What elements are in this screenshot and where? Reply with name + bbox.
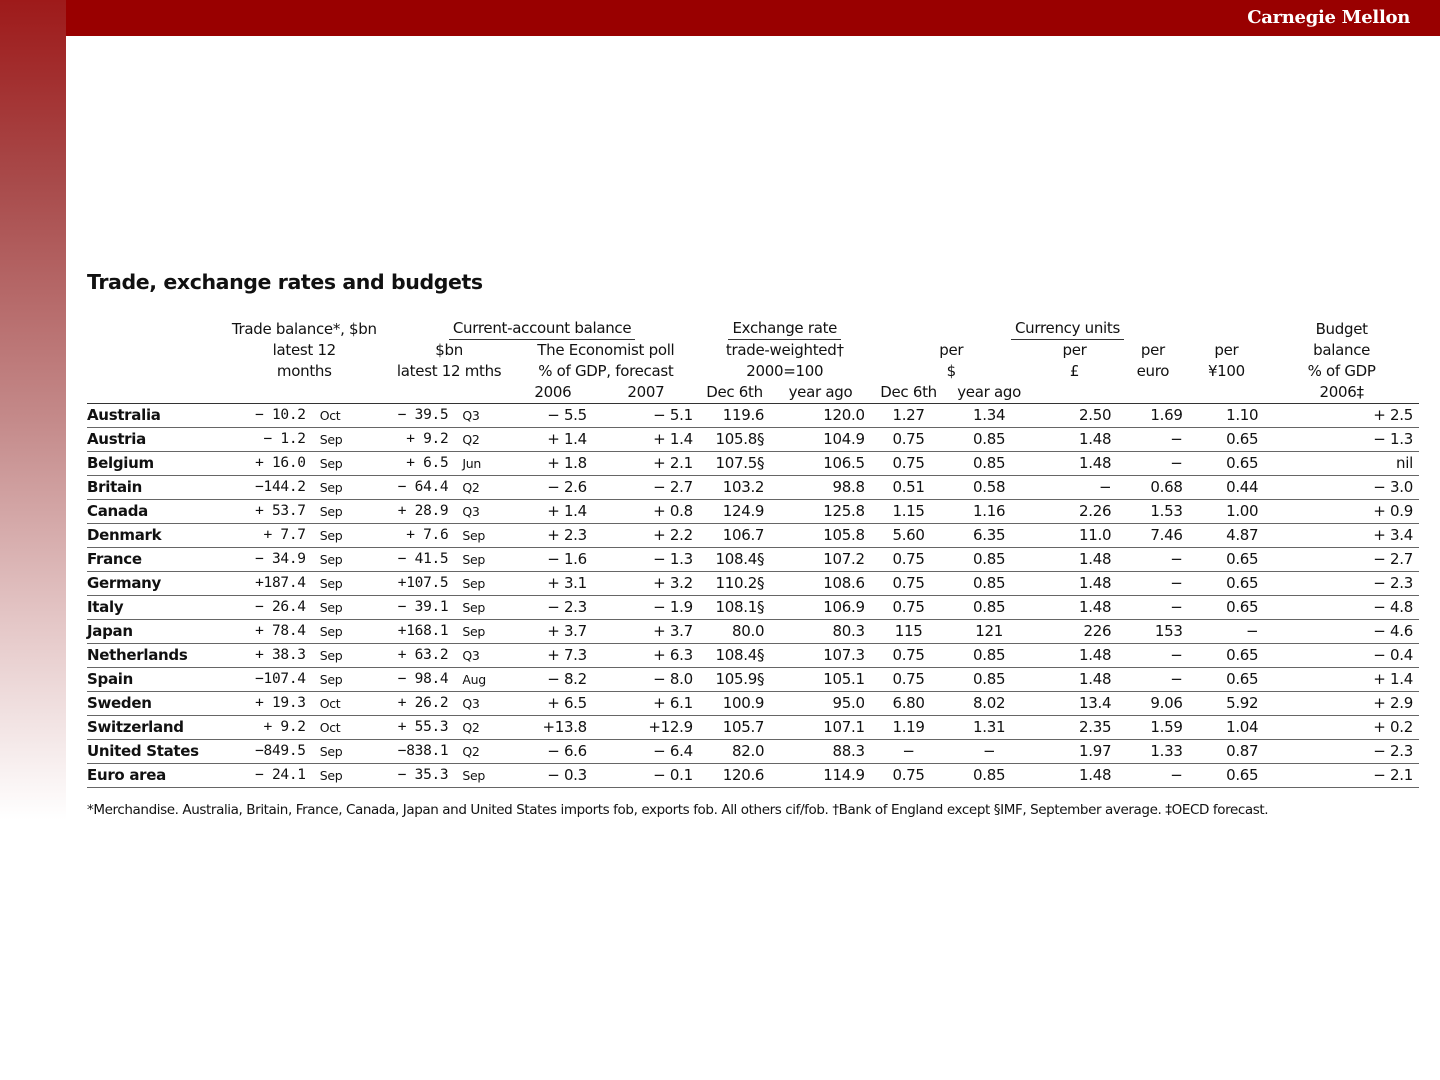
per-gbp-cell: 1.48 [1032,428,1117,452]
budget-header-line-1: Budget [1315,320,1368,338]
usd-now-cell: − [871,740,947,764]
gdp-2006-cell: − 0.3 [513,764,593,788]
table-row [87,452,1419,476]
ex-dec6-header: Dec 6th [706,383,763,401]
per-euro-cell: − [1117,764,1188,788]
budget-cell: nil [1264,452,1419,476]
usd-now-cell: 0.75 [871,644,947,668]
gdp-2007-cell: + 0.8 [593,500,699,524]
ex-rate-now-cell: 103.2 [699,476,770,500]
trade-balance-cell: + 9.2 [223,716,309,740]
per-gbp-cell: 1.48 [1032,644,1117,668]
trade-balance-cell: − 26.4 [223,596,309,620]
country-cell: Canada [87,500,223,524]
trade-balance-sub-2: months [276,362,332,380]
cab-period-cell: Sep [452,524,513,548]
per-gbp-cell: 2.50 [1032,404,1117,428]
ex-rate-now-cell: 108.1§ [699,596,770,620]
per-gbp-cell: 1.48 [1032,596,1117,620]
trade-month-cell: Sep [310,476,386,500]
gdp-2006-cell: − 8.2 [513,668,593,692]
gdp-2007-cell: + 1.4 [593,428,699,452]
gdp-2007-cell: + 3.7 [593,620,699,644]
table-row [87,596,1419,620]
gdp-2007-cell: + 6.1 [593,692,699,716]
trade-month-cell: Sep [310,572,386,596]
cab-bn-cell: − 41.5 [385,548,452,572]
usd-yearago-cell: 0.85 [946,452,1031,476]
cab-bn-cell: − 39.5 [385,404,452,428]
gdp-2006-cell: +13.8 [513,716,593,740]
per-gbp-cell: 13.4 [1032,692,1117,716]
country-cell: France [87,548,223,572]
gdp-2007-cell: +12.9 [593,716,699,740]
ex-rate-yearago-cell: 108.6 [770,572,871,596]
ex-rate-now-cell: 100.9 [699,692,770,716]
trade-month-cell: Sep [310,668,386,692]
trade-balance-cell: +187.4 [223,572,309,596]
gdp-2007-cell: − 1.9 [593,596,699,620]
gdp-2007-cell: + 3.2 [593,572,699,596]
table-row [87,716,1419,740]
cab-bn-cell: + 9.2 [385,428,452,452]
table-row [87,620,1419,644]
per-gbp-cell: 1.97 [1032,740,1117,764]
budget-cell: + 2.9 [1264,692,1419,716]
per-euro-cell: 1.53 [1117,500,1188,524]
usd-yearago-cell: 0.85 [946,644,1031,668]
cab-period-cell: Q3 [452,644,513,668]
usd-yearago-cell: 0.85 [946,428,1031,452]
usd-now-cell: 115 [871,620,947,644]
ex-rate-now-cell: 120.6 [699,764,770,788]
usd-now-cell: 0.75 [871,668,947,692]
side-gradient-bar [0,0,66,1080]
cab-period-cell: Aug [452,668,513,692]
table-row [87,476,1419,500]
cab-bn-cell: + 26.2 [385,692,452,716]
country-cell: Sweden [87,692,223,716]
usd-yearago-cell: 1.16 [946,500,1031,524]
table-row [87,428,1419,452]
cab-period-cell: Q2 [452,716,513,740]
usd-now-cell: 0.75 [871,452,947,476]
trade-month-cell: Sep [310,428,386,452]
budget-header-line-2: balance [1313,341,1371,359]
trade-balance-cell: −107.4 [223,668,309,692]
trade-balance-cell: + 78.4 [223,620,309,644]
table-row [87,404,1419,428]
country-cell: Germany [87,572,223,596]
per-euro-cell: 0.68 [1117,476,1188,500]
trade-month-cell: Sep [310,764,386,788]
cab-bn-cell: − 64.4 [385,476,452,500]
country-cell: Austria [87,428,223,452]
cu-dec6-header: Dec 6th [880,383,937,401]
ex-rate-now-cell: 107.5§ [699,452,770,476]
usd-now-cell: 1.19 [871,716,947,740]
country-cell: Australia [87,404,223,428]
gdp-2007-cell: − 0.1 [593,764,699,788]
trade-balance-cell: + 16.0 [223,452,309,476]
usd-now-cell: 0.75 [871,548,947,572]
trade-month-cell: Sep [310,524,386,548]
gbp-symbol: £ [1069,362,1080,380]
poll-header: The Economist poll [537,341,675,359]
budget-cell: + 2.5 [1264,404,1419,428]
per-yen-cell: 4.87 [1189,524,1265,548]
data-table-container [87,318,1419,788]
trade-balance-cell: + 7.7 [223,524,309,548]
usd-now-cell: 1.27 [871,404,947,428]
budget-cell: − 0.4 [1264,644,1419,668]
table-row [87,500,1419,524]
gdp-2007-cell: − 1.3 [593,548,699,572]
trade-month-cell: Sep [310,644,386,668]
usd-yearago-cell: 1.34 [946,404,1031,428]
trade-balance-sub-1: latest 12 [272,341,336,359]
budget-cell: − 4.8 [1264,596,1419,620]
per-yen-cell: 0.65 [1189,428,1265,452]
budget-cell: − 2.7 [1264,548,1419,572]
trade-balance-cell: + 53.7 [223,500,309,524]
table-row [87,644,1419,668]
trade-balance-cell: −849.5 [223,740,309,764]
trade-month-cell: Sep [310,740,386,764]
per-yen-cell: 0.65 [1189,596,1265,620]
per-yen-cell: 0.44 [1189,476,1265,500]
table-row [87,740,1419,764]
gdp-2006-cell: − 2.6 [513,476,593,500]
cab-bn-cell: + 63.2 [385,644,452,668]
country-cell: Japan [87,620,223,644]
poll-sub: % of GDP, forecast [538,362,674,380]
per-euro-cell: − [1117,668,1188,692]
ex-rate-yearago-cell: 105.1 [770,668,871,692]
ex-rate-yearago-cell: 98.8 [770,476,871,500]
per-gbp-cell: 2.35 [1032,716,1117,740]
usd-yearago-cell: 0.58 [946,476,1031,500]
ex-rate-yearago-cell: 107.3 [770,644,871,668]
per-gbp-cell: 1.48 [1032,572,1117,596]
gdp-2006-cell: − 6.6 [513,740,593,764]
usd-now-cell: 0.51 [871,476,947,500]
per-yen-cell: 0.65 [1189,572,1265,596]
table-row [87,524,1419,548]
currency-units-header [871,318,1265,340]
ex-rate-yearago-cell: 114.9 [770,764,871,788]
gdp-2007-cell: + 6.3 [593,644,699,668]
cab-bn-cell: + 6.5 [385,452,452,476]
per-gbp-header: per [1062,341,1087,359]
per-gbp-cell: − [1032,476,1117,500]
trade-balance-cell: + 38.3 [223,644,309,668]
ex-rate-now-cell: 105.9§ [699,668,770,692]
ex-rate-yearago-cell: 120.0 [770,404,871,428]
cab-period-cell: Q3 [452,404,513,428]
gdp-2006-cell: + 3.1 [513,572,593,596]
cab-period-cell: Q2 [452,740,513,764]
trade-balance-cell: − 1.2 [223,428,309,452]
per-euro-cell: − [1117,548,1188,572]
usd-symbol: $ [946,362,956,380]
trade-month-cell: Sep [310,500,386,524]
trade-balance-cell: − 34.9 [223,548,309,572]
per-gbp-cell: 11.0 [1032,524,1117,548]
per-yen-cell: − [1189,620,1265,644]
budget-cell: − 2.3 [1264,572,1419,596]
usd-yearago-cell: 0.85 [946,572,1031,596]
cab-period-cell: Q3 [452,692,513,716]
current-account-header [385,318,698,340]
budget-cell: − 4.6 [1264,620,1419,644]
usd-yearago-cell: 8.02 [946,692,1031,716]
cab-bn-cell: − 98.4 [385,668,452,692]
year-2007-header: 2007 [627,383,665,401]
ex-rate-now-cell: 80.0 [699,620,770,644]
usd-yearago-cell: 0.85 [946,548,1031,572]
year-2006-header: 2006 [534,383,572,401]
budget-cell: − 3.0 [1264,476,1419,500]
budget-cell: − 2.1 [1264,764,1419,788]
budget-cell: + 3.4 [1264,524,1419,548]
cu-yearago-header: year ago [957,383,1021,401]
budget-cell: + 1.4 [1264,668,1419,692]
exchange-rate-header [699,318,871,340]
per-euro-cell: 1.33 [1117,740,1188,764]
table-footnote: *Merchandise. Australia, Britain, France, Canada, Japan and United States imports fob, exports fob. All others cif/fob. †Bank of England except §IMF, September average. ‡OECD forecast. [87,802,1269,818]
per-yen-cell: 0.65 [1189,548,1265,572]
usd-now-cell: 0.75 [871,764,947,788]
cab-period-cell: Sep [452,572,513,596]
usd-now-cell: 0.75 [871,428,947,452]
budget-cell: − 2.3 [1264,740,1419,764]
per-euro-cell: − [1117,452,1188,476]
trade-month-cell: Oct [310,404,386,428]
trade-month-cell: Sep [310,596,386,620]
cab-period-cell: Jun [452,452,513,476]
cab-bn-cell: +107.5 [385,572,452,596]
table-row [87,548,1419,572]
country-cell: Belgium [87,452,223,476]
per-euro-cell: 1.69 [1117,404,1188,428]
ex-rate-now-cell: 105.7 [699,716,770,740]
country-cell: Britain [87,476,223,500]
per-euro-cell: 153 [1117,620,1188,644]
yen-label: ¥100 [1207,362,1245,380]
ex-rate-now-cell: 119.6 [699,404,770,428]
per-yen-cell: 0.65 [1189,644,1265,668]
per-yen-cell: 5.92 [1189,692,1265,716]
ex-rate-now-cell: 106.7 [699,524,770,548]
top-banner [0,0,1440,36]
country-cell: Spain [87,668,223,692]
table-title: Trade, exchange rates and budgets [87,270,483,294]
cab-bn-cell: + 28.9 [385,500,452,524]
ex-rate-yearago-cell: 107.2 [770,548,871,572]
gdp-2006-cell: + 3.7 [513,620,593,644]
country-cell: Italy [87,596,223,620]
table-body [87,404,1419,788]
cab-period-cell: Sep [452,620,513,644]
country-cell: United States [87,740,223,764]
gdp-2006-cell: − 5.5 [513,404,593,428]
trade-balance-cell: − 10.2 [223,404,309,428]
table-row [87,572,1419,596]
ex-rate-yearago-cell: 88.3 [770,740,871,764]
table-header [87,318,1419,404]
country-cell: Netherlands [87,644,223,668]
ex-rate-yearago-cell: 106.5 [770,452,871,476]
usd-yearago-cell: 0.85 [946,764,1031,788]
cab-bn-cell: − 39.1 [385,596,452,620]
current-account-label: Current-account balance [449,318,635,340]
per-gbp-cell: 1.48 [1032,668,1117,692]
per-usd-header: per [939,341,964,359]
ex-rate-yearago-cell: 105.8 [770,524,871,548]
cab-bn-cell: + 55.3 [385,716,452,740]
budget-cell: − 1.3 [1264,428,1419,452]
per-gbp-cell: 1.48 [1032,452,1117,476]
gdp-2006-cell: + 1.8 [513,452,593,476]
currency-units-label: Currency units [1011,318,1124,340]
trade-balance-header: Trade balance*, $bn [231,320,377,338]
budget-header-line-3: % of GDP [1307,362,1376,380]
per-euro-cell: − [1117,572,1188,596]
table-row [87,692,1419,716]
per-yen-cell: 0.65 [1189,452,1265,476]
budget-cell: + 0.9 [1264,500,1419,524]
exchange-rate-label: Exchange rate [728,318,841,340]
country-cell: Denmark [87,524,223,548]
cab-period-cell: Q2 [452,428,513,452]
per-euro-cell: − [1117,596,1188,620]
cab-bn-cell: − 35.3 [385,764,452,788]
cab-period-cell: Q2 [452,476,513,500]
per-yen-cell: 0.87 [1189,740,1265,764]
per-gbp-cell: 1.48 [1032,548,1117,572]
gdp-2006-cell: + 6.5 [513,692,593,716]
per-yen-cell: 1.04 [1189,716,1265,740]
trade-month-cell: Oct [310,716,386,740]
economic-data-table [87,318,1419,788]
cab-period-cell: Sep [452,764,513,788]
gdp-2006-cell: + 7.3 [513,644,593,668]
per-yen-cell: 1.10 [1189,404,1265,428]
cab-bn-sub: latest 12 mths [396,362,502,380]
ex-rate-now-cell: 105.8§ [699,428,770,452]
university-logo: Carnegie Mellon [1247,7,1410,28]
trade-month-cell: Sep [310,548,386,572]
usd-yearago-cell: 0.85 [946,668,1031,692]
cab-bn-header: $bn [435,341,463,359]
country-cell: Switzerland [87,716,223,740]
per-euro-cell: 9.06 [1117,692,1188,716]
gdp-2006-cell: + 2.3 [513,524,593,548]
cab-bn-cell: −838.1 [385,740,452,764]
cab-period-cell: Sep [452,548,513,572]
gdp-2007-cell: − 2.7 [593,476,699,500]
per-gbp-cell: 1.48 [1032,764,1117,788]
trade-balance-cell: + 19.3 [223,692,309,716]
usd-yearago-cell: − [946,740,1031,764]
cab-period-cell: Q3 [452,500,513,524]
ex-rate-yearago-cell: 104.9 [770,428,871,452]
trade-month-cell: Sep [310,452,386,476]
base-year-header: 2000=100 [746,362,824,380]
gdp-2007-cell: − 8.0 [593,668,699,692]
per-yen-cell: 0.65 [1189,668,1265,692]
cab-bn-cell: + 7.6 [385,524,452,548]
table-row [87,764,1419,788]
usd-now-cell: 5.60 [871,524,947,548]
gdp-2006-cell: + 1.4 [513,428,593,452]
table-row [87,668,1419,692]
ex-rate-yearago-cell: 95.0 [770,692,871,716]
usd-now-cell: 0.75 [871,596,947,620]
per-gbp-cell: 2.26 [1032,500,1117,524]
ex-yearago-header: year ago [788,383,853,401]
per-euro-cell: 1.59 [1117,716,1188,740]
per-gbp-cell: 226 [1032,620,1117,644]
gdp-2007-cell: − 5.1 [593,404,699,428]
gdp-2007-cell: + 2.2 [593,524,699,548]
country-cell: Euro area [87,764,223,788]
gdp-2006-cell: − 1.6 [513,548,593,572]
budget-cell: + 0.2 [1264,716,1419,740]
trade-weighted-header: trade-weighted† [725,341,844,359]
trade-balance-cell: −144.2 [223,476,309,500]
gdp-2006-cell: − 2.3 [513,596,593,620]
per-euro-cell: − [1117,644,1188,668]
eur-label: euro [1136,362,1170,380]
ex-rate-yearago-cell: 80.3 [770,620,871,644]
trade-month-cell: Oct [310,692,386,716]
per-eur-header: per [1140,341,1165,359]
usd-yearago-cell: 0.85 [946,596,1031,620]
ex-rate-yearago-cell: 125.8 [770,500,871,524]
gdp-2007-cell: − 6.4 [593,740,699,764]
ex-rate-now-cell: 124.9 [699,500,770,524]
per-euro-cell: − [1117,428,1188,452]
per-euro-cell: 7.46 [1117,524,1188,548]
ex-rate-now-cell: 108.4§ [699,548,770,572]
usd-now-cell: 6.80 [871,692,947,716]
ex-rate-now-cell: 108.4§ [699,644,770,668]
trade-balance-cell: − 24.1 [223,764,309,788]
ex-rate-now-cell: 110.2§ [699,572,770,596]
cab-bn-cell: +168.1 [385,620,452,644]
ex-rate-now-cell: 82.0 [699,740,770,764]
usd-yearago-cell: 6.35 [946,524,1031,548]
usd-yearago-cell: 1.31 [946,716,1031,740]
budget-header-line-4: 2006‡ [1319,383,1364,401]
usd-yearago-cell: 121 [946,620,1031,644]
gdp-2006-cell: + 1.4 [513,500,593,524]
trade-month-cell: Sep [310,620,386,644]
gdp-2007-cell: + 2.1 [593,452,699,476]
usd-now-cell: 0.75 [871,572,947,596]
per-yen-cell: 1.00 [1189,500,1265,524]
cab-period-cell: Sep [452,596,513,620]
ex-rate-yearago-cell: 106.9 [770,596,871,620]
ex-rate-yearago-cell: 107.1 [770,716,871,740]
usd-now-cell: 1.15 [871,500,947,524]
per-yen-cell: 0.65 [1189,764,1265,788]
per-yen-header: per [1214,341,1239,359]
